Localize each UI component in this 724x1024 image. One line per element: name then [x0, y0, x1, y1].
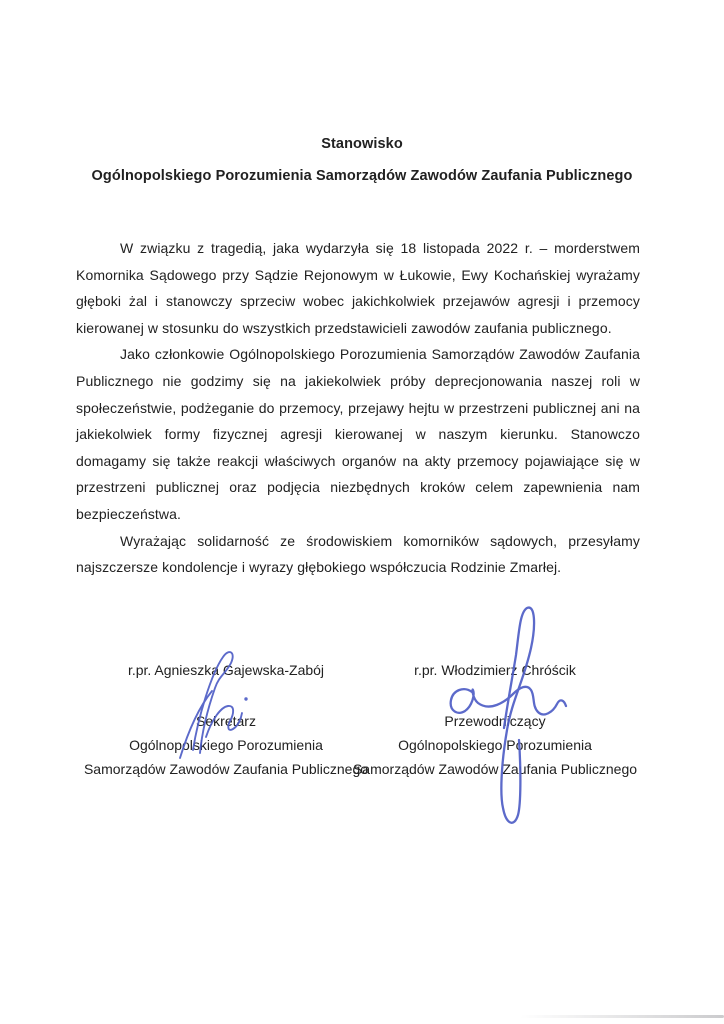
document-header: [0, 134, 724, 186]
signatory-role-left: Sekretarz: [196, 713, 256, 729]
signatory-name-left: r.pr. Agnieszka Gajewska-Zabój: [127, 662, 325, 678]
signatory-name-right: r.pr. Włodzimierz Chróścik: [414, 662, 576, 678]
signature-block-left: [76, 658, 376, 781]
document-title: Stanowisko: [321, 136, 403, 152]
paragraph-2: Jako członkowie Ogólnopolskiego Porozumienia Samorządów Zawodów Zaufania Publicznego nie godzimy się na jakiekolwiek próby deprecjonowania naszej roli w społeczeństwie, podżeganie do przemocy, przejawy hejtu w przestrzeni publicznej ani na jakiekolwiek formy fizycznej agresji kierowanej w naszym kierunku. Stanowczo domagamy się także reakcji właściwych organów na akty przemocy pojawiające się w przestrzeni publicznej oraz podjęcia niezbędnych kroków celem zapewnienia nam bezpieczeństwa.: [76, 346, 640, 522]
document-subtitle: Ogólnopolskiego Porozumienia Samorządów Zawodów Zaufania Publicznego: [91, 168, 633, 184]
signature-block-right: [345, 658, 645, 781]
signature-spacer: [76, 682, 376, 709]
signatory-org-line1-right: Ogólnopolskiego Porozumienia: [398, 737, 592, 753]
scan-artifact-line: [520, 1015, 724, 1018]
paragraph-3: Wyrażając solidarność ze środowiskiem komorników sądowych, przesyłamy najszczersze kondolencje i wyrazy głębokiego współczucia Rodzinie Zmarłej.: [76, 532, 640, 576]
signature-spacer: [345, 682, 645, 709]
signatory-org-line2-left: Samorządów Zawodów Zaufania Publicznego: [83, 761, 369, 777]
document-body: [76, 235, 640, 581]
signatory-org-line1-left: Ogólnopolskiego Porozumienia: [129, 737, 323, 753]
signatory-role-right: Przewodniczący: [444, 713, 546, 729]
paragraph-1: W związku z tragedią, jaka wydarzyła się 18 listopada 2022 r. – morderstwem Komornika Sądowego przy Sądzie Rejonowym w Łukowie, Ewy Kochańskiej wyrażamy głęboki żal i stanowczy sprzeciw wobec jakichkolwiek przejawów agresji i przemocy kierowanej w stosunku do wszystkich przedstawicieli zawodów zaufania publicznego.: [76, 240, 640, 336]
signatory-org-line2-right: Samorządów Zawodów Zaufania Publicznego: [352, 761, 638, 777]
